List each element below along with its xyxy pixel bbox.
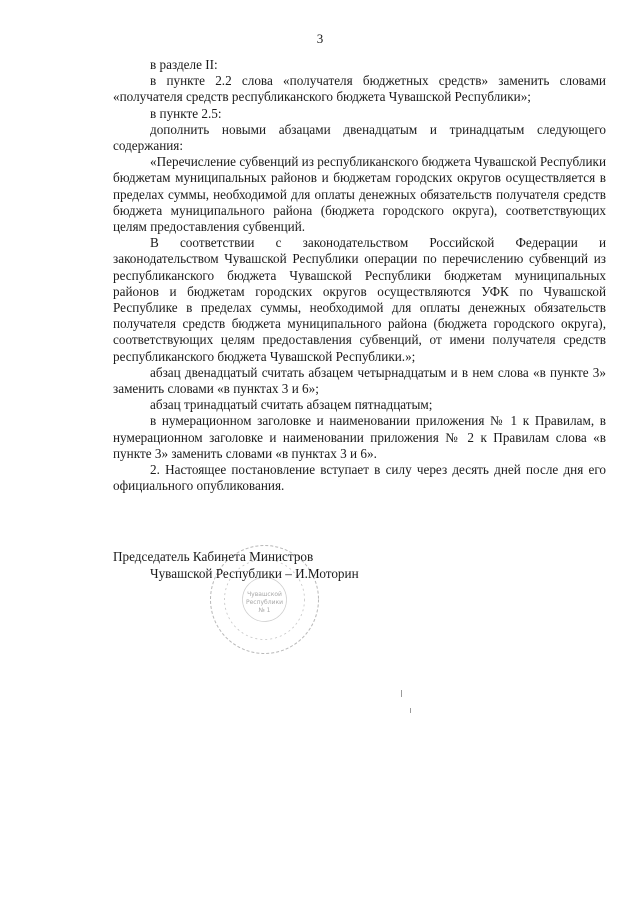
seal-text: Республики (245, 599, 284, 606)
signatory-title: Председатель Кабинета Министров (113, 549, 314, 564)
paragraph: В соответствии с законодательством Российской Федерации и законодательством Чувашской Республики операции по перечислению субвенций из республиканского бюджета Чувашской Республики бюджетам муниципальных районов и бюджетам городских округов осуществляются УФК по Чувашской Республике в пределах суммы, необходимой для оплаты денежных обязательств получателя средств бюджета муниципального района (бюджета городского округа), соответствующих целям предоставления субвенций, от имени получателя средств республиканского бюджета Чувашской Республики.»; (113, 235, 606, 364)
scan-artifact (410, 708, 411, 713)
paragraph: в пункте 2.2 слова «получателя бюджетных средств» заменить словами «получателя средств республиканского бюджета Чувашской Республики»; (113, 73, 606, 105)
paragraph: дополнить новыми абзацами двенадцатым и тринадцатым следующего содержания: (113, 121, 606, 154)
signature-block (113, 548, 413, 582)
seal-text: Чувашской (247, 591, 282, 598)
seal-text: № 1 (258, 607, 271, 614)
document-body (113, 57, 606, 494)
signatory-name: Чувашской Республики – И.Моторин (150, 566, 359, 581)
paragraph: в нумерационном заголовке и наименовании приложения № 1 к Правилам, в нумерационном заголовке и наименовании приложения № 2 к Правилам слова «в пункте 3» заменить словами «в пунктах 3 и 6». (113, 413, 606, 461)
paragraph: абзац двенадцатый считать абзацем четырнадцатым и в нем слова «в пункте 3» заменить словами «в пунктах 3 и 6»; (113, 364, 606, 397)
scan-artifact (401, 690, 402, 697)
page-number: 3 (316, 31, 324, 46)
paragraph: абзац тринадцатый считать абзацем пятнадцатым; (150, 397, 433, 413)
paragraph: в разделе II: (150, 57, 218, 72)
paragraph: 2. Настоящее постановление вступает в силу через десять дней после дня его официального опубликования. (113, 462, 606, 494)
paragraph: в пункте 2.5: (150, 105, 222, 121)
paragraph: «Перечисление субвенций из республиканского бюджета Чувашской Республики бюджетам муниципальных районов и бюджетам городских округов осуществляется в пределах суммы, необходимой для оплаты денежных обязательств получателя средств бюджета муниципального района (бюджета городского округа), соответствующих целям предоставления субвенций. (113, 154, 607, 235)
